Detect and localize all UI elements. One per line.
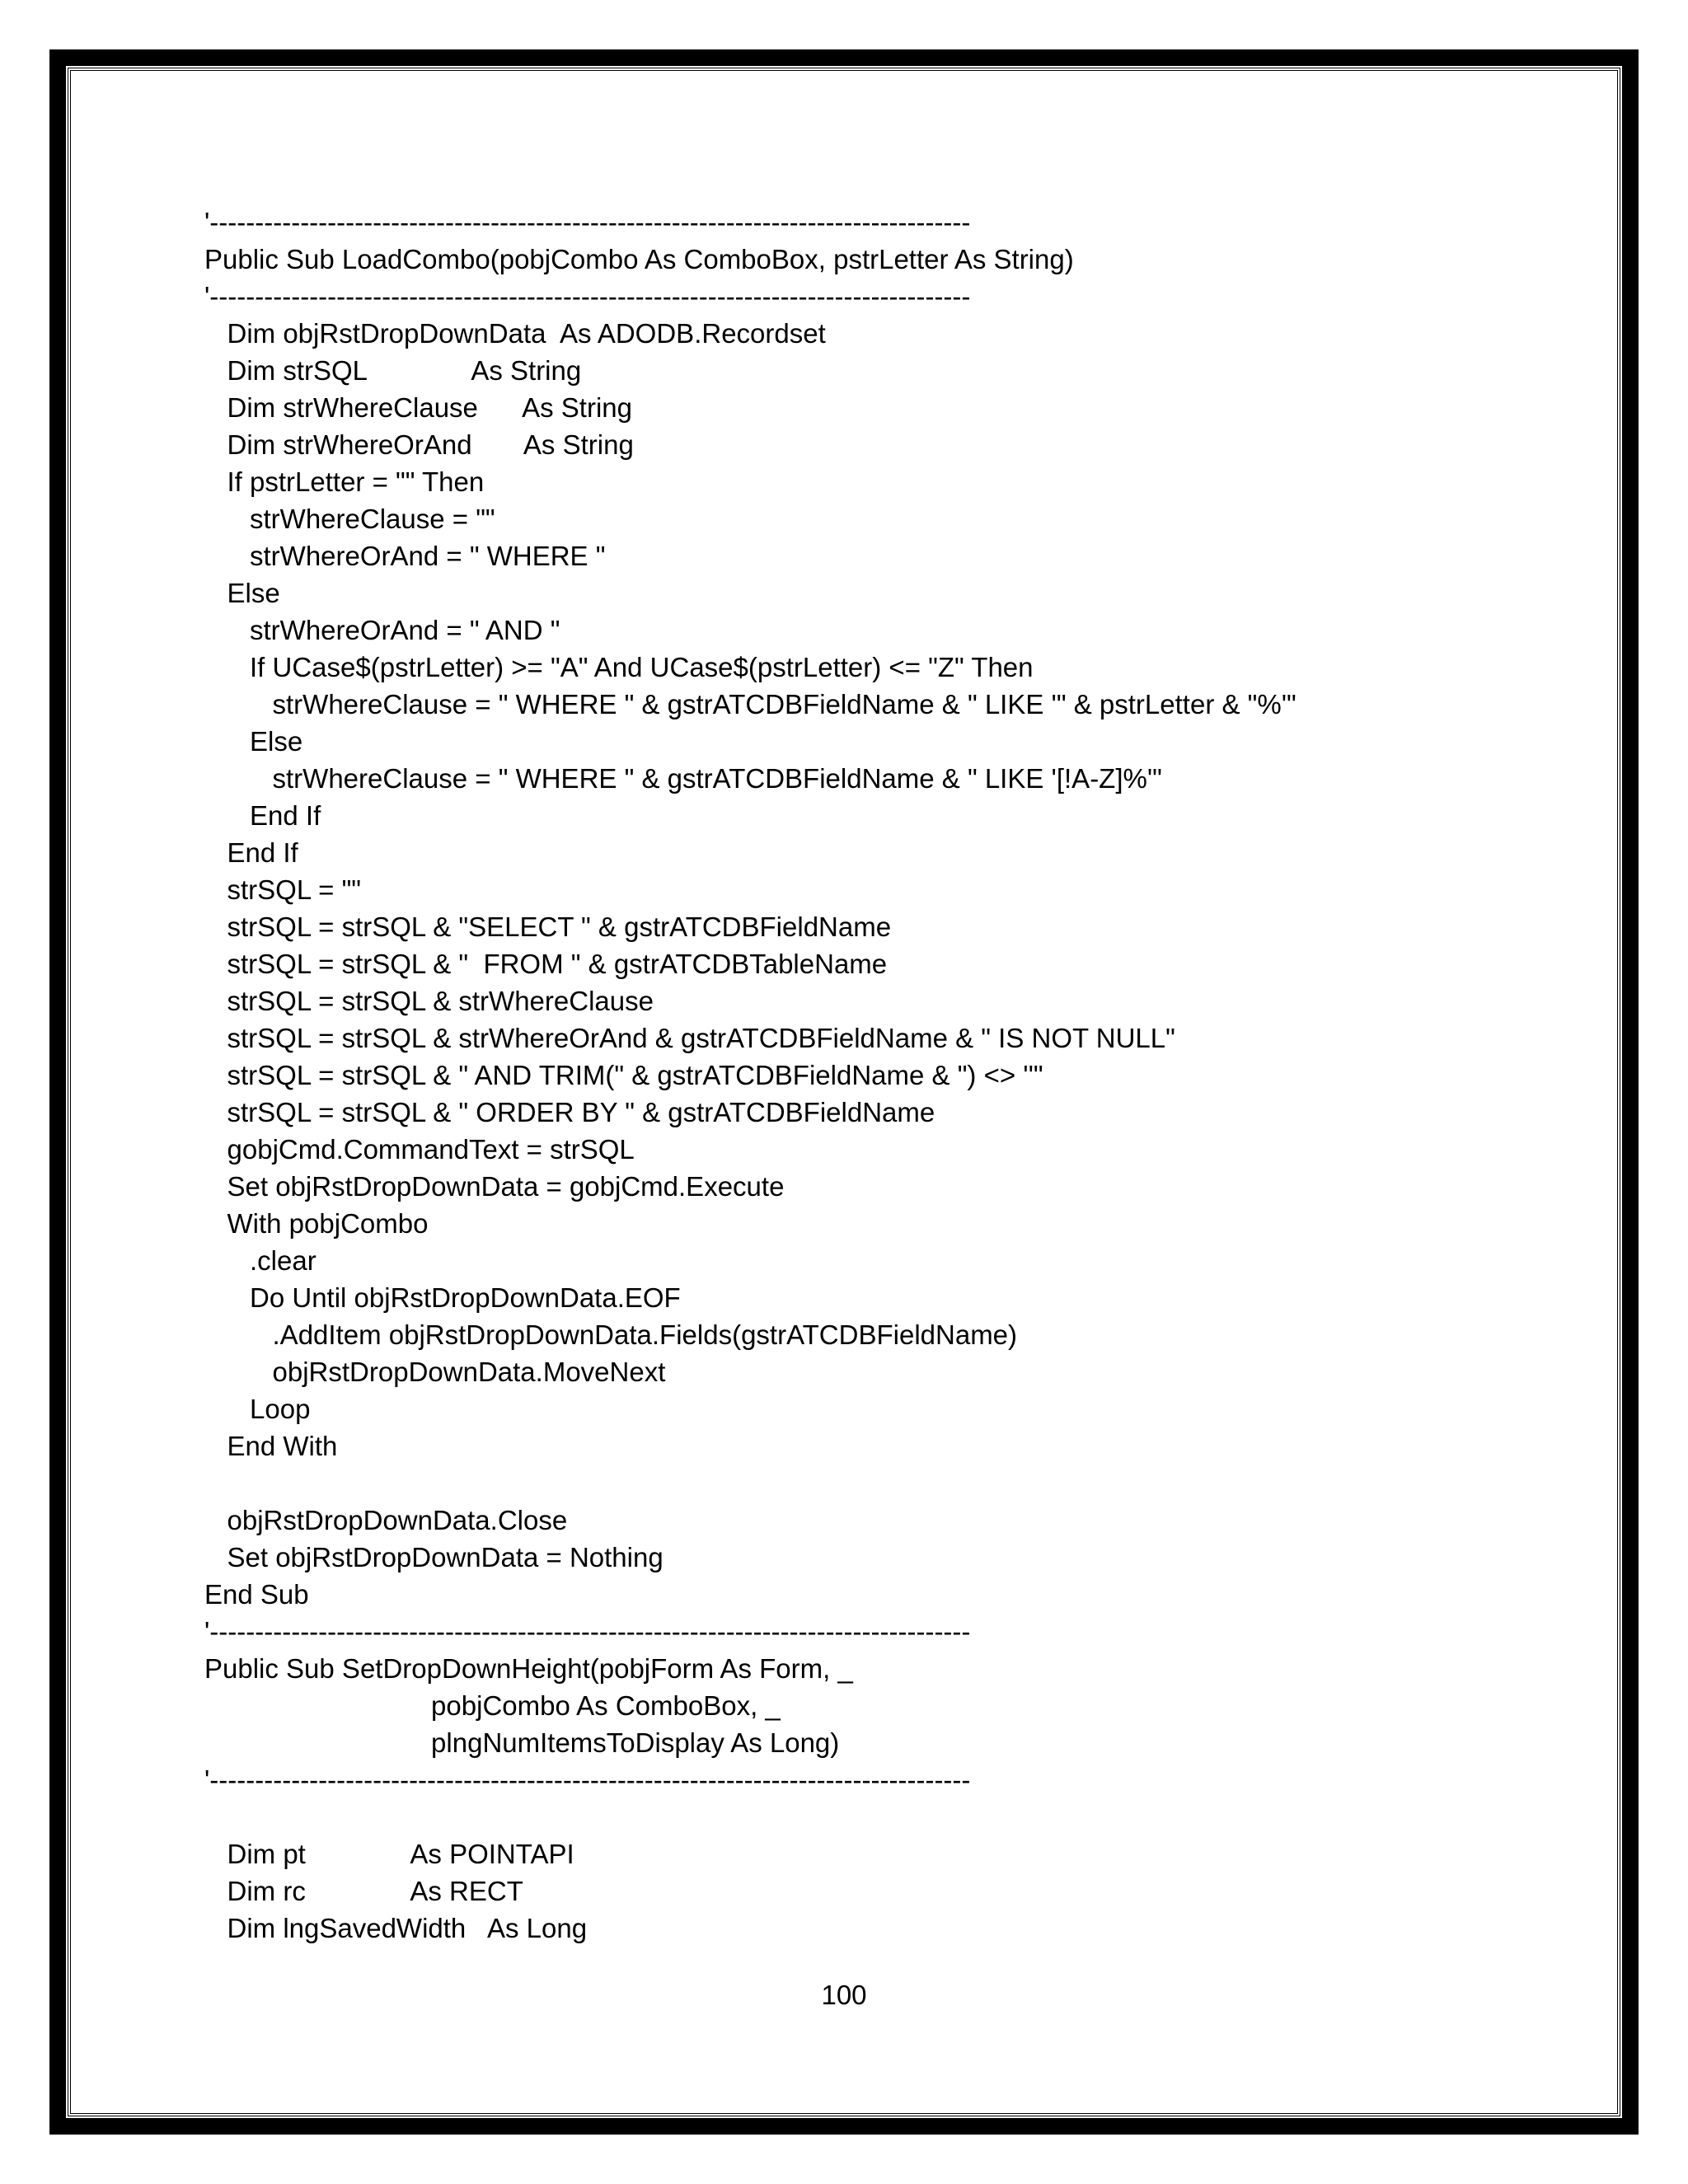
code-line: Set objRstDropDownData = Nothing: [204, 1542, 663, 1572]
code-line: gobjCmd.CommandText = strSQL: [204, 1134, 635, 1165]
code-line: '------------------------------------------------------------------------------------: [204, 1765, 971, 1795]
code-line: strWhereClause = " WHERE " & gstrATCDBFieldName & " LIKE '[!A-Z]%'": [204, 763, 1162, 794]
code-line: strSQL = strSQL & " ORDER BY " & gstrATCDBFieldName: [204, 1097, 935, 1127]
code-line: plngNumItemsToDisplay As Long): [204, 1727, 840, 1758]
code-line: End If: [204, 837, 298, 868]
code-line: strSQL = strSQL & strWhereClause: [204, 986, 654, 1016]
code-line: End With: [204, 1431, 338, 1461]
code-line: With pobjCombo: [204, 1208, 429, 1239]
code-line: [204, 1798, 1564, 1835]
code-line: Do Until objRstDropDownData.EOF: [204, 1282, 681, 1313]
code-line: Set objRstDropDownData = gobjCmd.Execute: [204, 1171, 785, 1202]
code-line: strSQL = strSQL & " FROM " & gstrATCDBTableName: [204, 949, 888, 979]
code-line: strSQL = strSQL & " AND TRIM(" & gstrATCDBFieldName & ") <> ''": [204, 1060, 1043, 1090]
code-line: Dim rc As RECT: [204, 1876, 523, 1906]
code-line: strSQL = strSQL & "SELECT " & gstrATCDBFieldName: [204, 912, 892, 942]
code-line: strWhereOrAnd = " WHERE ": [204, 541, 606, 571]
code-line: pobjCombo As ComboBox, _: [204, 1690, 781, 1721]
code-line: '------------------------------------------------------------------------------------: [204, 1616, 971, 1647]
code-line: Loop: [204, 1394, 311, 1424]
code-line: strSQL = strSQL & strWhereOrAnd & gstrATCDBFieldName & " IS NOT NULL": [204, 1023, 1175, 1053]
code-line: Dim lngSavedWidth As Long: [204, 1913, 588, 1943]
page-number: 100: [821, 1980, 867, 2010]
code-line: Dim strWhereClause As String: [204, 392, 632, 423]
code-line: strSQL = "": [204, 874, 362, 905]
code-line: [204, 1465, 1564, 1502]
code-line: If UCase$(pstrLetter) >= "A" And UCase$(pstrLetter) <= "Z" Then: [204, 652, 1034, 682]
code-line: Dim pt As POINTAPI: [204, 1839, 574, 1869]
code-line: End Sub: [204, 1579, 309, 1610]
code-line: Else: [204, 726, 303, 757]
code-line: strWhereOrAnd = " AND ": [204, 615, 560, 645]
code-line: Else: [204, 578, 280, 608]
code-listing: [204, 204, 1564, 1947]
code-line: End If: [204, 800, 321, 831]
code-line: objRstDropDownData.MoveNext: [204, 1357, 666, 1387]
code-line: '------------------------------------------------------------------------------------: [204, 207, 971, 237]
code-line: strWhereClause = " WHERE " & gstrATCDBFieldName & " LIKE '" & pstrLetter & "%'": [204, 689, 1296, 719]
code-line: Dim objRstDropDownData As ADODB.Recordset: [204, 318, 826, 349]
code-line: objRstDropDownData.Close: [204, 1505, 568, 1535]
code-line: .AddItem objRstDropDownData.Fields(gstrATCDBFieldName): [204, 1319, 1018, 1350]
code-line: Public Sub SetDropDownHeight(pobjForm As Form, _: [204, 1653, 853, 1684]
code-line: Dim strWhereOrAnd As String: [204, 429, 634, 460]
code-line: strWhereClause = "": [204, 504, 495, 534]
code-line: .clear: [204, 1245, 316, 1276]
code-line: '------------------------------------------------------------------------------------: [204, 281, 971, 312]
code-line: Dim strSQL As String: [204, 355, 582, 386]
code-line: Public Sub LoadCombo(pobjCombo As ComboBox, pstrLetter As String): [204, 244, 1074, 274]
code-line: If pstrLetter = "" Then: [204, 466, 485, 497]
